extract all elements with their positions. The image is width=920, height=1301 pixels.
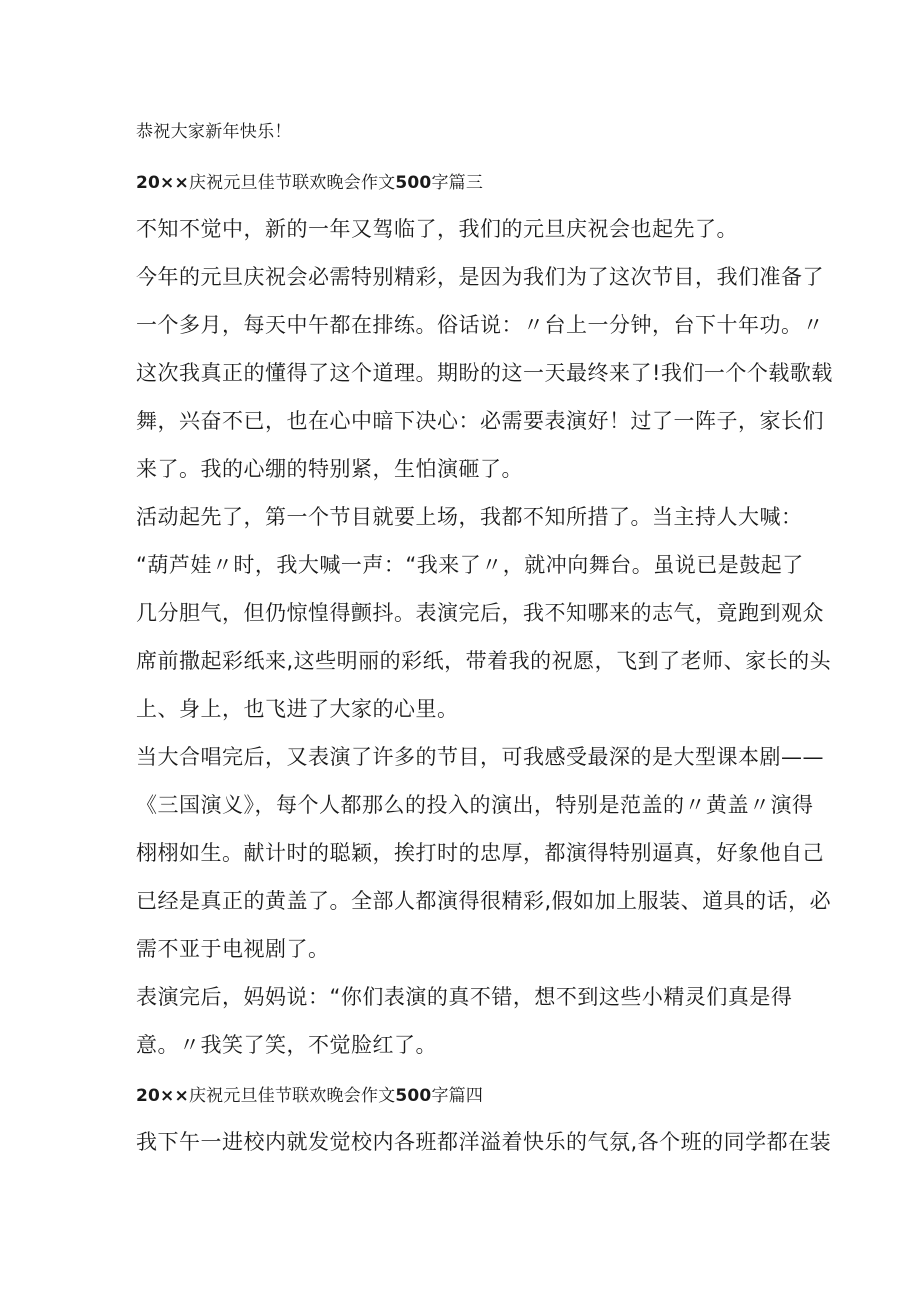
paragraph-line: 活动起先了，第一个节目就要上场，我都不知所措了。当主持人大喊： (136, 505, 803, 529)
paragraph-line: 需不亚于电视剧了。 (136, 937, 330, 961)
heading-year: 20×× (136, 173, 189, 193)
paragraph-line: 《三国演义》，每个人都那么的投入的演出，特别是范盖的〃黄盖〃演得 (136, 793, 814, 817)
section-heading-4 (136, 1081, 483, 1111)
paragraph-line: 意。〃我笑了笑，不觉脸红了。 (136, 1033, 437, 1057)
heading-title: 庆祝元旦佳节联欢晚会作文 (188, 173, 396, 193)
paragraph-line: 舞，兴奋不已，也在心中暗下决心：必需要表演好！过了一阵子，家长们 (136, 409, 824, 433)
heading-year: 20×× (136, 1086, 189, 1106)
paragraph-line: 上、身上，也飞进了大家的心里。 (136, 697, 459, 721)
paragraph-line: 表演完后，妈妈说：“你们表演的真不错，想不到这些小精灵们真是得 (136, 985, 793, 1009)
heading-title: 庆祝元旦佳节联欢晚会作文 (188, 1086, 396, 1106)
heading-count: 500 (395, 1086, 432, 1106)
paragraph-line: 席前撒起彩纸来,这些明丽的彩纸，带着我的祝愿，飞到了老师、家长的头 (136, 649, 832, 673)
paragraph-line: 当大合唱完后，又表演了许多的节目，可我感受最深的是大型课本剧—— (136, 745, 824, 769)
heading-suffix: 字篇三 (431, 173, 484, 193)
paragraph-line: 不知不觉中，新的一年又驾临了，我们的元旦庆祝会也起先了。 (136, 217, 738, 241)
paragraph-line: 这次我真正的懂得了这个道理。期盼的这一天最终来了!我们一个个载歌载 (136, 361, 833, 385)
paragraph-line: 我下午一进校内就发觉校内各班都洋溢着快乐的气氛,各个班的同学都在装 (136, 1130, 832, 1154)
section-heading-3 (136, 168, 483, 198)
paragraph-line: “葫芦娃〃时，我大喊一声：“我来了〃，就冲向舞台。虽说已是鼓起了 (136, 553, 804, 577)
heading-suffix: 字篇四 (431, 1086, 484, 1106)
paragraph-line: 来了。我的心绷的特别紧，生怕演砸了。 (136, 457, 523, 481)
paragraph-line: 今年的元旦庆祝会必需特别精彩，是因为我们为了这次节目，我们准备了 (136, 265, 824, 289)
heading-count: 500 (395, 173, 432, 193)
greeting-line: 恭祝大家新年快乐！ (136, 122, 292, 142)
paragraph-line: 已经是真正的黄盖了。全部人都演得很精彩,假如加上服装、道具的话，必 (136, 889, 832, 913)
paragraph-line: 一个多月，每天中午都在排练。俗话说：〃台上一分钟，台下十年功。〃 (136, 313, 824, 337)
paragraph-line: 几分胆气，但仍惊惶得颤抖。表演完后，我不知哪来的志气，竟跑到观众 (136, 601, 824, 625)
paragraph-line: 栩栩如生。献计时的聪颖，挨打时的忠厚，都演得特别逼真，好象他自己 (136, 841, 824, 865)
